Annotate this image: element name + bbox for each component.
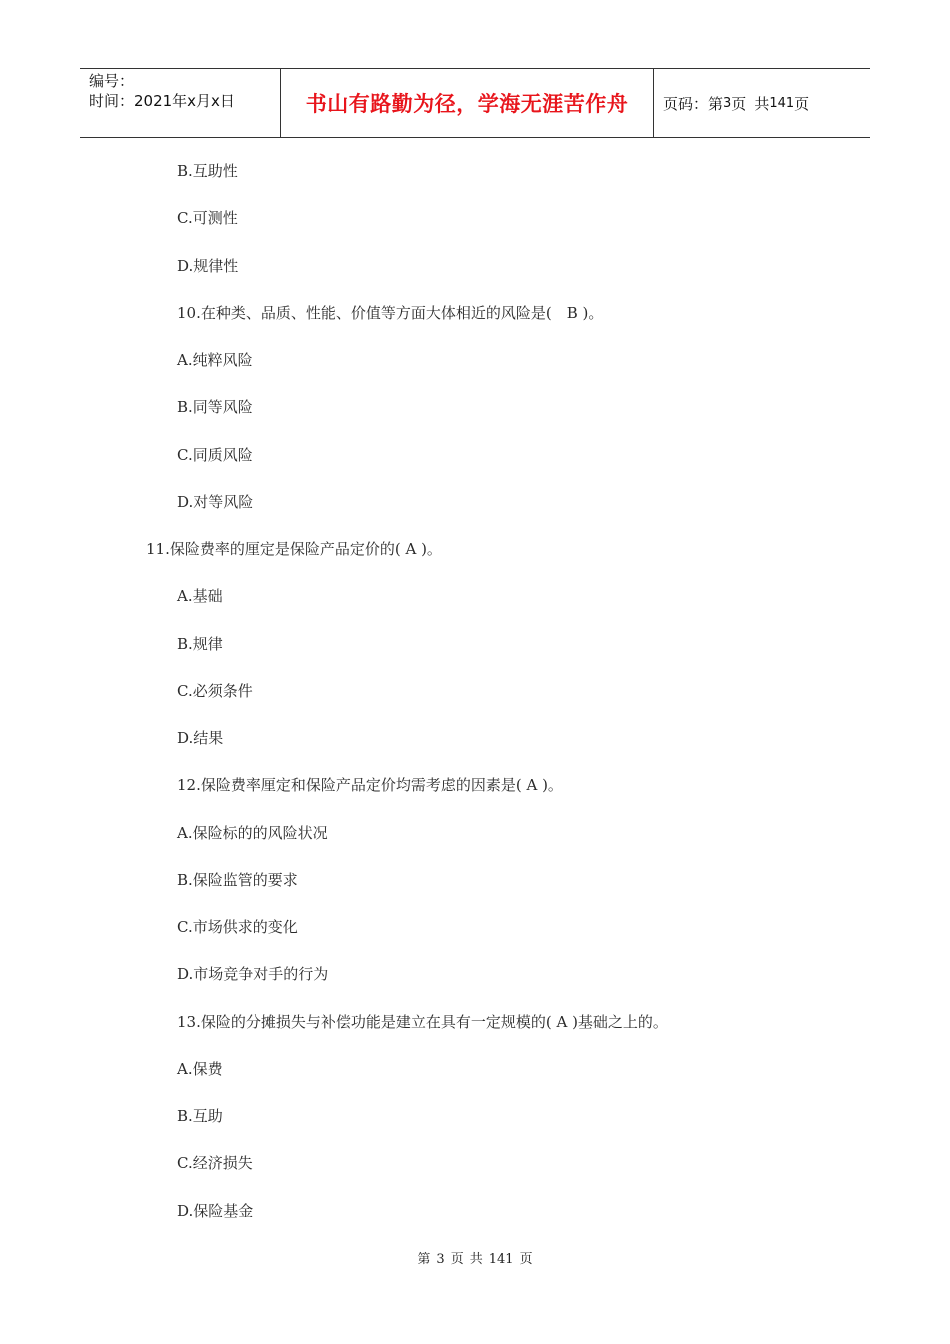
page-total: 141	[769, 95, 795, 111]
page-total-prefix: 共	[754, 94, 770, 113]
page-suffix: 页	[794, 94, 810, 113]
doc-number-label: 编号：	[89, 72, 135, 90]
answer-option: A.保费	[177, 1059, 223, 1078]
answer-option: D.结果	[177, 729, 224, 747]
answer-option: A.基础	[177, 587, 223, 606]
page-prefix: 页码：第	[663, 94, 724, 113]
page-header	[80, 68, 870, 138]
footer-current: 3	[436, 1252, 445, 1267]
header-meta	[80, 69, 281, 137]
doc-time-label: 时间：2021年x月x日	[89, 92, 235, 110]
answer-option: B.同等风险	[177, 398, 253, 417]
answer-option: B.互助性	[177, 162, 238, 180]
answer-option: A.保险标的的风险状况	[177, 823, 328, 842]
answer-option: D.对等风险	[177, 492, 254, 511]
footer-suffix: 页	[519, 1252, 533, 1267]
page-footer	[0, 1248, 950, 1267]
answer-option: B.规律	[177, 634, 223, 653]
question-text: 11.保险费率的厘定是保险产品定价的( A )。	[146, 540, 442, 558]
answer-option: D.规律性	[177, 256, 239, 275]
answer-option: C.市场供求的变化	[177, 918, 298, 936]
footer-total: 141	[488, 1252, 514, 1267]
header-motto: 书山有路勤为径，学海无涯苦作舟	[305, 92, 629, 116]
page-mid: 页	[731, 94, 747, 113]
header-page-info	[654, 69, 870, 137]
footer-prefix: 第	[417, 1252, 431, 1267]
question-text: 10.在种类、品质、性能、价值等方面大体相近的风险是( B )。	[177, 303, 604, 322]
footer-total-prefix: 共	[469, 1252, 483, 1267]
answer-option: D.市场竞争对手的行为	[177, 965, 329, 984]
question-text: 12.保险费率厘定和保险产品定价均需考虑的因素是( A )。	[177, 776, 563, 795]
footer-mid: 页	[450, 1252, 464, 1267]
header-motto-cell	[281, 69, 654, 137]
answer-option: A.纯粹风险	[177, 351, 253, 369]
answer-option: C.必须条件	[177, 681, 253, 700]
answer-option: C.可测性	[177, 209, 238, 228]
page-current: 3	[723, 95, 732, 111]
answer-option: D.保险基金	[177, 1201, 254, 1220]
answer-option: C.同质风险	[177, 445, 253, 464]
answer-option: C.经济损失	[177, 1154, 253, 1173]
question-text: 13.保险的分摊损失与补偿功能是建立在具有一定规模的( A )基础之上的。	[177, 1012, 668, 1031]
answer-option: B.互助	[177, 1107, 223, 1125]
answer-option: B.保险监管的要求	[177, 870, 298, 889]
